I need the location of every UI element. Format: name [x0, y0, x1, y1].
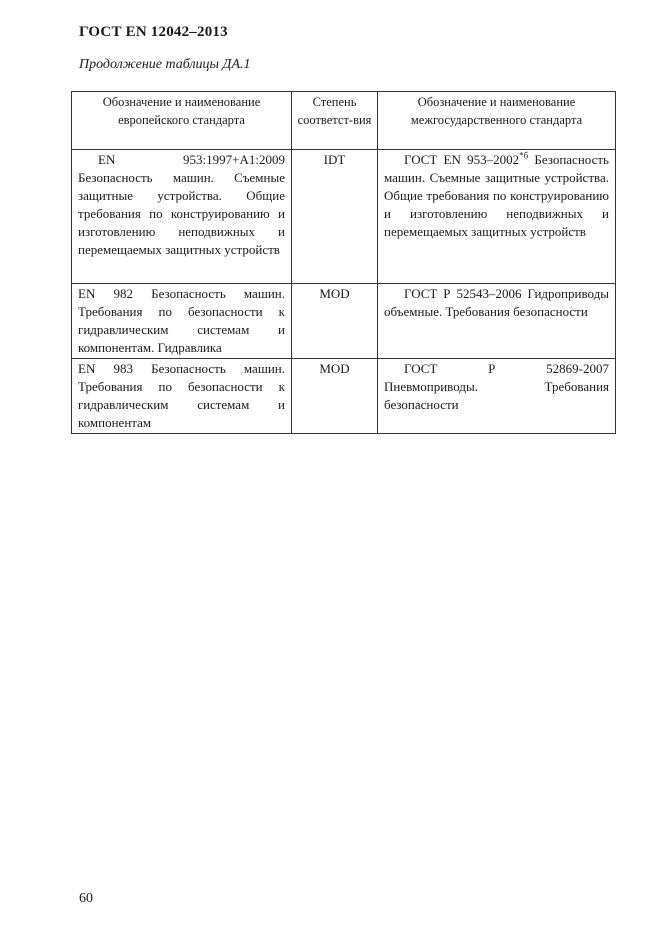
degree-cell: MOD: [292, 284, 378, 359]
interstate-standard-cell: [378, 359, 616, 434]
interstate-standard-text: ГОСТ Р 52543–2006 Гидроприводы объемные. Требования безопасности: [384, 286, 609, 319]
table-row: [72, 284, 616, 359]
document-code-header: ГОСТ EN 12042–2013: [79, 24, 228, 40]
footnote-marker: *б: [519, 150, 529, 161]
table-row: [72, 150, 616, 284]
european-standard-text: EN 953:1997+A1:2009 Безопасность машин. Съемные защитные устройства. Общие требования по конструированию и изготовлению неподвижных и перемещаемых защитных устройств: [78, 152, 285, 257]
european-standard-cell: EN 983 Безопасность машин. Требования по безопасности к гидравлическим системам и компонентам: [72, 359, 292, 434]
page-number: 60: [79, 891, 93, 906]
european-standard-cell: EN 982 Безопасность машин. Требования по безопасности к гидравлическим системам и компонентам. Гидравлика: [72, 284, 292, 359]
table-row: [72, 359, 616, 434]
table-header-row: [72, 92, 616, 150]
degree-cell: IDT: [292, 150, 378, 284]
degree-cell: MOD: [292, 359, 378, 434]
interstate-standard-text: ГОСТ Р 52869-2007 Пневмоприводы. Требования безопасности: [384, 361, 609, 412]
standards-correspondence-table: [71, 91, 616, 434]
interstate-standard-title: Безопасность машин. Съемные защитные устройства. Общие требования по конструированию и изготовлению неподвижных и перемещаемых защитных устройств: [384, 152, 609, 239]
column-header-interstate: Обозначение и наименование межгосударственного стандарта: [378, 92, 616, 150]
european-standard-cell: [72, 150, 292, 284]
column-header-european: Обозначение и наименование европейского стандарта: [72, 92, 292, 150]
column-header-degree: Степень соответст-вия: [292, 92, 378, 150]
interstate-standard-cell: [378, 284, 616, 359]
interstate-standard-cell: [378, 150, 616, 284]
interstate-standard-code: ГОСТ EN 953–2002: [404, 152, 520, 167]
table-caption: Продолжение таблицы ДА.1: [79, 57, 251, 72]
